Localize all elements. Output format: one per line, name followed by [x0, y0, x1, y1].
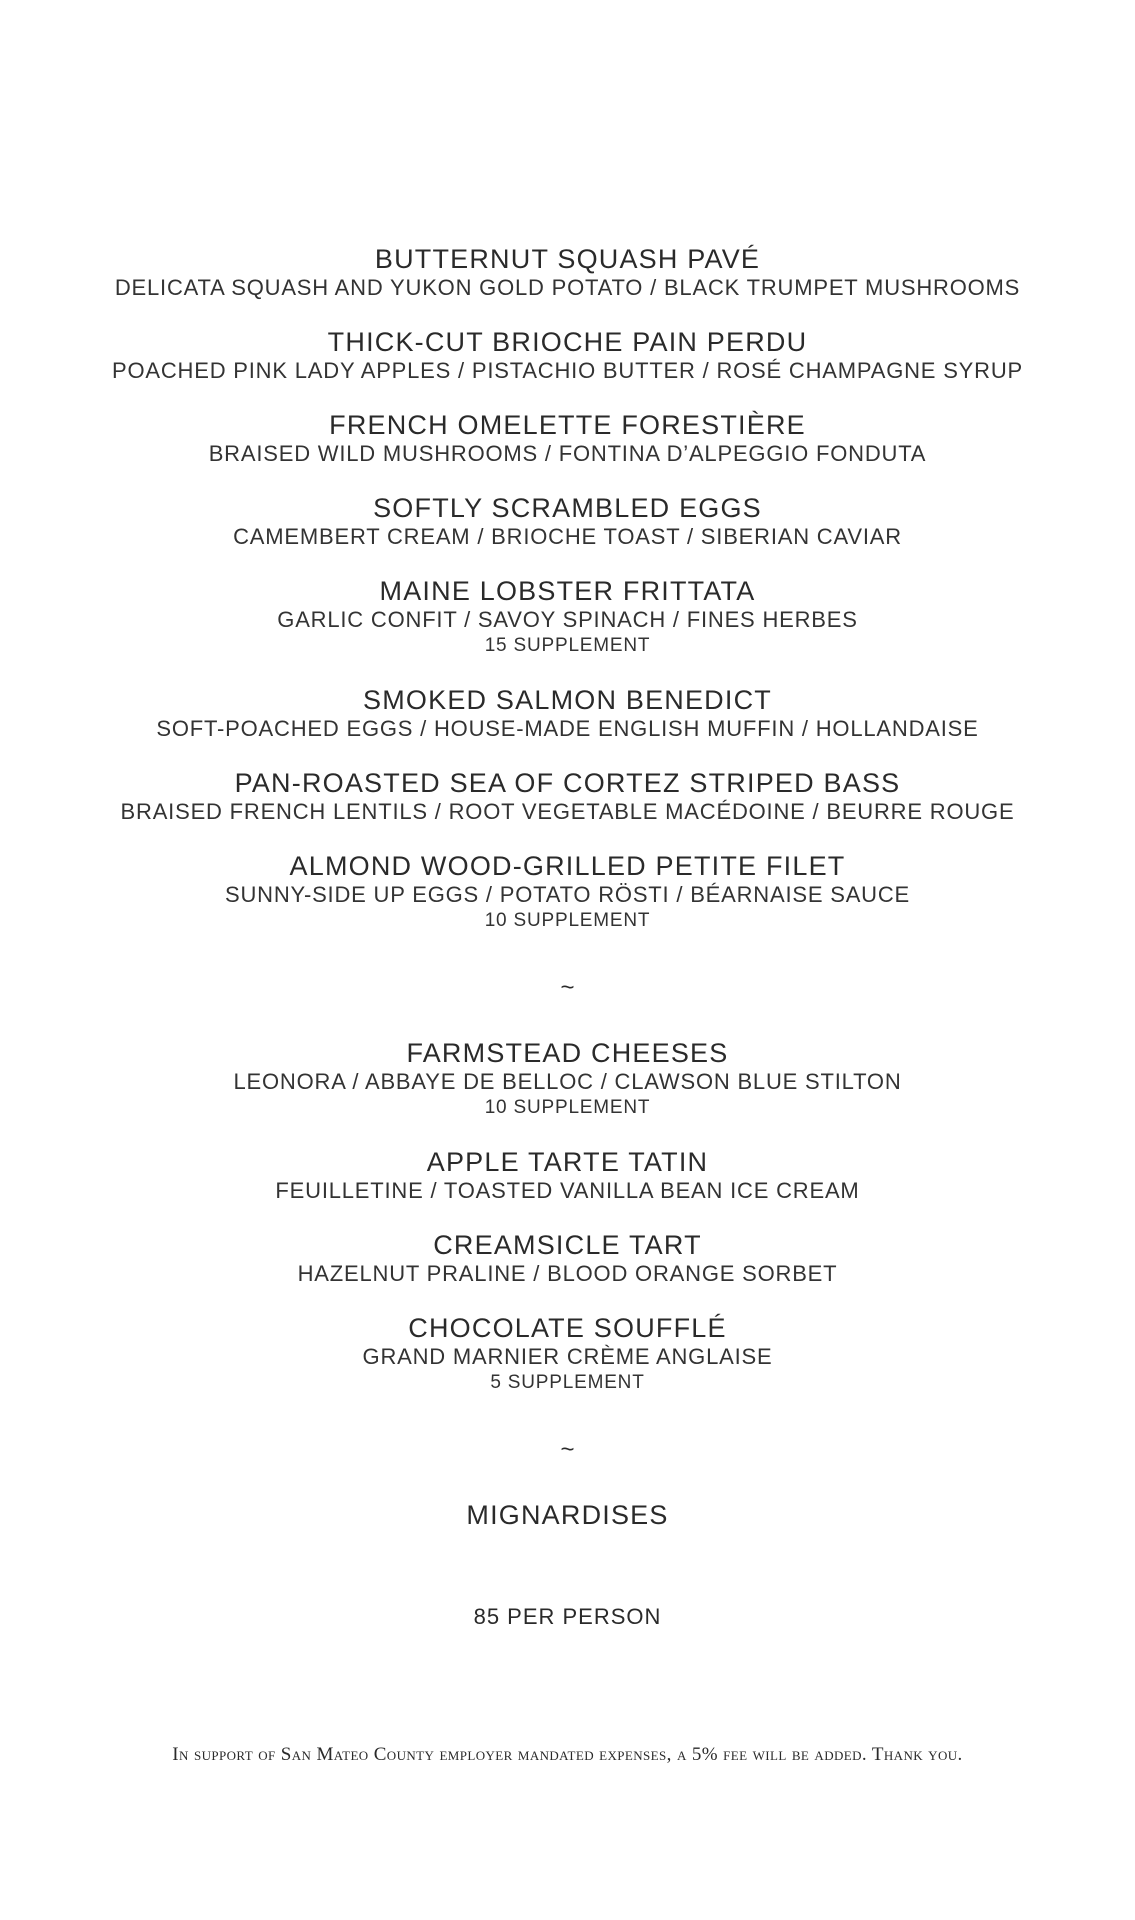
dish-title: CREAMSICLE TART	[433, 1230, 702, 1260]
menu-item	[0, 768, 1135, 825]
menu-item	[0, 685, 1135, 742]
menu-item	[0, 851, 1135, 934]
dish-title: BUTTERNUT SQUASH PAVÉ	[374, 244, 761, 274]
section-divider: ~	[560, 974, 575, 1001]
dish-title: ALMOND WOOD-GRILLED PETITE FILET	[289, 851, 846, 881]
menu-item	[0, 244, 1135, 301]
dish-description: GRAND MARNIER CRÈME ANGLAISE	[362, 1344, 773, 1369]
menu	[0, 244, 1135, 1530]
dish-description: POACHED PINK LADY APPLES / PISTACHIO BUTTER / ROSÉ CHAMPAGNE SYRUP	[111, 358, 1023, 383]
dish-title: MAINE LOBSTER FRITTATA	[379, 576, 756, 606]
dish-description: CAMEMBERT CREAM / BRIOCHE TOAST / SIBERIAN CAVIAR	[233, 524, 902, 549]
menu-item	[0, 576, 1135, 659]
dish-title: APPLE TARTE TATIN	[426, 1147, 709, 1177]
menu-item	[0, 1313, 1135, 1396]
dish-description: HAZELNUT PRALINE / BLOOD ORANGE SORBET	[297, 1261, 838, 1286]
dish-supplement: 10 SUPPLEMENT	[484, 910, 651, 931]
dish-description: DELICATA SQUASH AND YUKON GOLD POTATO / BLACK TRUMPET MUSHROOMS	[114, 275, 1021, 300]
fee-footnote: In support of San Mateo County employer mandated expenses, a 5% fee will be added. Thank you.	[172, 1744, 963, 1765]
dish-description: FEUILLETINE / TOASTED VANILLA BEAN ICE CREAM	[275, 1178, 860, 1203]
dish-title: CHOCOLATE SOUFFLÉ	[408, 1313, 727, 1343]
menu-item	[0, 1147, 1135, 1204]
menu-item	[0, 1230, 1135, 1287]
dish-title: FRENCH OMELETTE FORESTIÈRE	[329, 410, 806, 440]
menu-item	[0, 327, 1135, 384]
dish-title: PAN-ROASTED SEA OF CORTEZ STRIPED BASS	[234, 768, 901, 798]
brunch-section	[0, 244, 1135, 934]
dish-description: SUNNY-SIDE UP EGGS / POTATO RÖSTI / BÉARNAISE SAUCE	[224, 882, 911, 907]
dish-supplement: 15 SUPPLEMENT	[484, 635, 651, 656]
dish-description: LEONORA / ABBAYE DE BELLOC / CLAWSON BLUE STILTON	[233, 1069, 902, 1094]
dish-title: FARMSTEAD CHEESES	[406, 1038, 729, 1068]
menu-item	[0, 410, 1135, 467]
price: 85 PER PERSON	[473, 1604, 662, 1629]
menu-item	[0, 493, 1135, 550]
dish-description: BRAISED WILD MUSHROOMS / FONTINA D’ALPEGGIO FONDUTA	[208, 441, 927, 466]
final-course: MIGNARDISES	[466, 1500, 669, 1530]
dish-description: SOFT-POACHED EGGS / HOUSE-MADE ENGLISH MUFFIN / HOLLANDAISE	[156, 716, 979, 741]
menu-item	[0, 1038, 1135, 1121]
dish-supplement: 10 SUPPLEMENT	[484, 1097, 651, 1118]
dessert-section	[0, 1038, 1135, 1396]
dish-title: THICK-CUT BRIOCHE PAIN PERDU	[327, 327, 808, 357]
dish-description: BRAISED FRENCH LENTILS / ROOT VEGETABLE MACÉDOINE / BEURRE ROUGE	[120, 799, 1015, 824]
dish-supplement: 5 SUPPLEMENT	[490, 1372, 645, 1393]
dish-title: SMOKED SALMON BENEDICT	[363, 685, 772, 715]
dish-title: SOFTLY SCRAMBLED EGGS	[373, 493, 762, 523]
dish-description: GARLIC CONFIT / SAVOY SPINACH / FINES HERBES	[277, 607, 858, 632]
section-divider: ~	[560, 1436, 575, 1463]
